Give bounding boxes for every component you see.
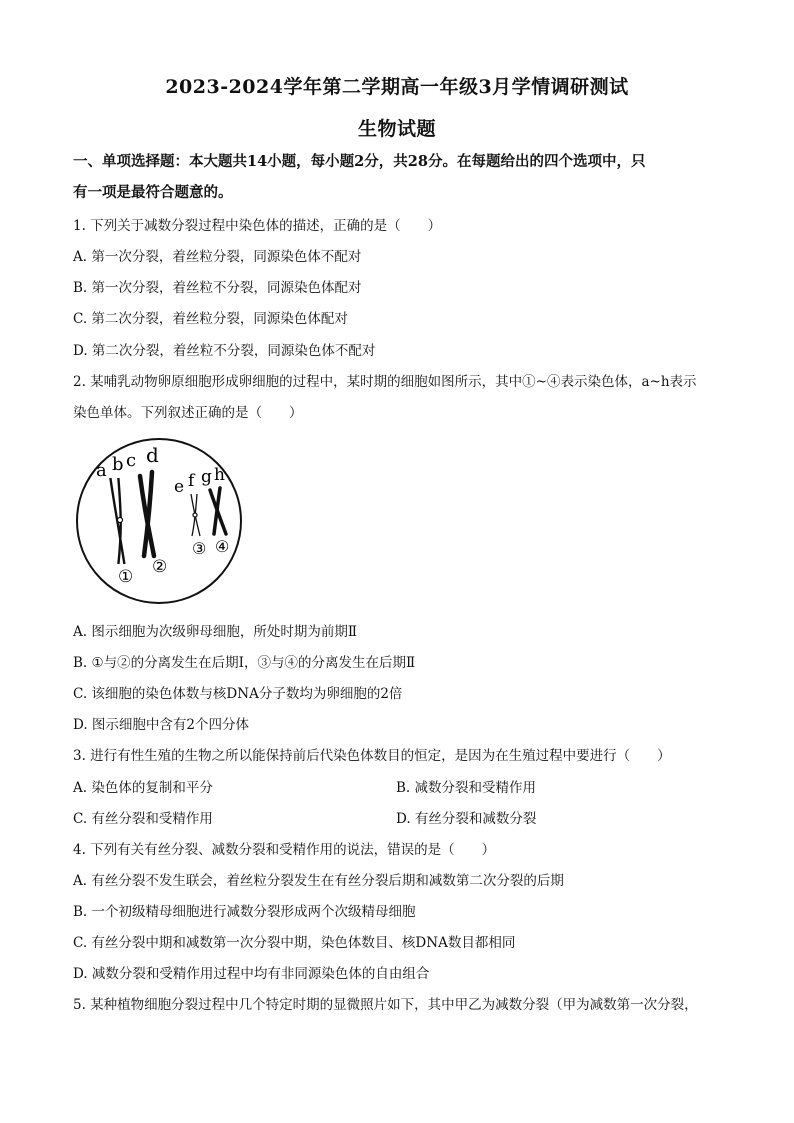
- q1-option-c: C. 第二次分裂，着丝粒分裂，同源染色体配对: [73, 311, 348, 327]
- label-b: b: [112, 454, 124, 475]
- label-g: g: [201, 467, 212, 487]
- label-f: f: [188, 471, 195, 491]
- label-chromosome-3: ③: [192, 539, 207, 558]
- q1-option-b: B. 第一次分裂，着丝粒不分裂，同源染色体配对: [73, 280, 362, 296]
- q3-option-b: B. 减数分裂和受精作用: [396, 780, 537, 796]
- q2-stem-line2: 染色单体。下列叙述正确的是（ ）: [73, 405, 303, 421]
- label-d: d: [146, 443, 159, 467]
- chromosome-4: [210, 488, 226, 534]
- q4-option-b: B. 一个初级精母细胞进行减数分裂形成两个次级精母细胞: [73, 904, 416, 920]
- q3-option-c: C. 有丝分裂和受精作用: [73, 811, 213, 827]
- q4-option-a: A. 有丝分裂不发生联会，着丝粒分裂发生在有丝分裂后期和减数第二次分裂的后期: [73, 873, 564, 889]
- q5-stem-line1: 5. 某种植物细胞分裂过程中几个特定时期的显微照片如下，其中甲乙为减数分裂（甲为减数第一次分裂，: [73, 997, 698, 1013]
- label-chromosome-2: ②: [152, 557, 168, 577]
- q2-option-a: A. 图示细胞为次级卵母细胞，所处时期为前期Ⅱ: [73, 624, 358, 640]
- q3-option-d: D. 有丝分裂和减数分裂: [396, 811, 537, 827]
- label-a: a: [96, 460, 107, 481]
- q1-option-a: A. 第一次分裂，着丝粒分裂，同源染色体不配对: [73, 249, 362, 265]
- q2-option-c: C. 该细胞的染色体数与核DNA分子数均为卵细胞的2倍: [73, 686, 403, 702]
- label-c: c: [126, 450, 137, 471]
- q1-option-d: D. 第二次分裂，着丝粒不分裂，同源染色体不配对: [73, 343, 376, 359]
- label-h: h: [214, 465, 225, 485]
- exam-title: 2023-2024学年第二学期高一年级3月学情调研测试: [165, 76, 629, 98]
- cell-chromosome-figure: [74, 436, 244, 606]
- section-heading-line2: 有一项是最符合题意的。: [73, 184, 233, 201]
- q1-stem: 1. 下列关于减数分裂过程中染色体的描述，正确的是（ ）: [73, 218, 442, 234]
- q2-stem-line1: 2. 某哺乳动物卵原细胞形成卵细胞的过程中，某时期的细胞如图所示，其中①~④表示染色体，a~h表示: [73, 374, 697, 390]
- q2-option-d: D. 图示细胞中含有2个四分体: [73, 717, 250, 733]
- q4-option-d: D. 减数分裂和受精作用过程中均有非同源染色体的自由组合: [73, 966, 430, 982]
- chromosome-3: [191, 494, 200, 536]
- subject-title: 生物试题: [357, 118, 436, 140]
- label-e: e: [174, 477, 185, 497]
- section-heading-line1: 一、单项选择题：本大题共14小题，每小题2分，共28分。在每题给出的四个选项中，只: [73, 153, 646, 170]
- q4-option-c: C. 有丝分裂中期和减数第一次分裂中期，染色体数目、核DNA数目都相同: [73, 935, 516, 951]
- chromosome-1: [110, 478, 125, 564]
- chromosome-2: [140, 472, 154, 556]
- q3-option-a: A. 染色体的复制和平分: [73, 780, 213, 796]
- label-chromosome-4: ④: [215, 537, 230, 556]
- q3-stem: 3. 进行有性生殖的生物之所以能保持前后代染色体数目的恒定，是因为在生殖过程中要进行（ ）: [73, 748, 671, 764]
- q4-stem: 4. 下列有关有丝分裂、减数分裂和受精作用的说法，错误的是（ ）: [73, 842, 496, 858]
- q2-option-b: B. ①与②的分离发生在后期Ⅰ，③与④的分离发生在后期Ⅱ: [73, 655, 416, 671]
- label-chromosome-1: ①: [118, 567, 134, 587]
